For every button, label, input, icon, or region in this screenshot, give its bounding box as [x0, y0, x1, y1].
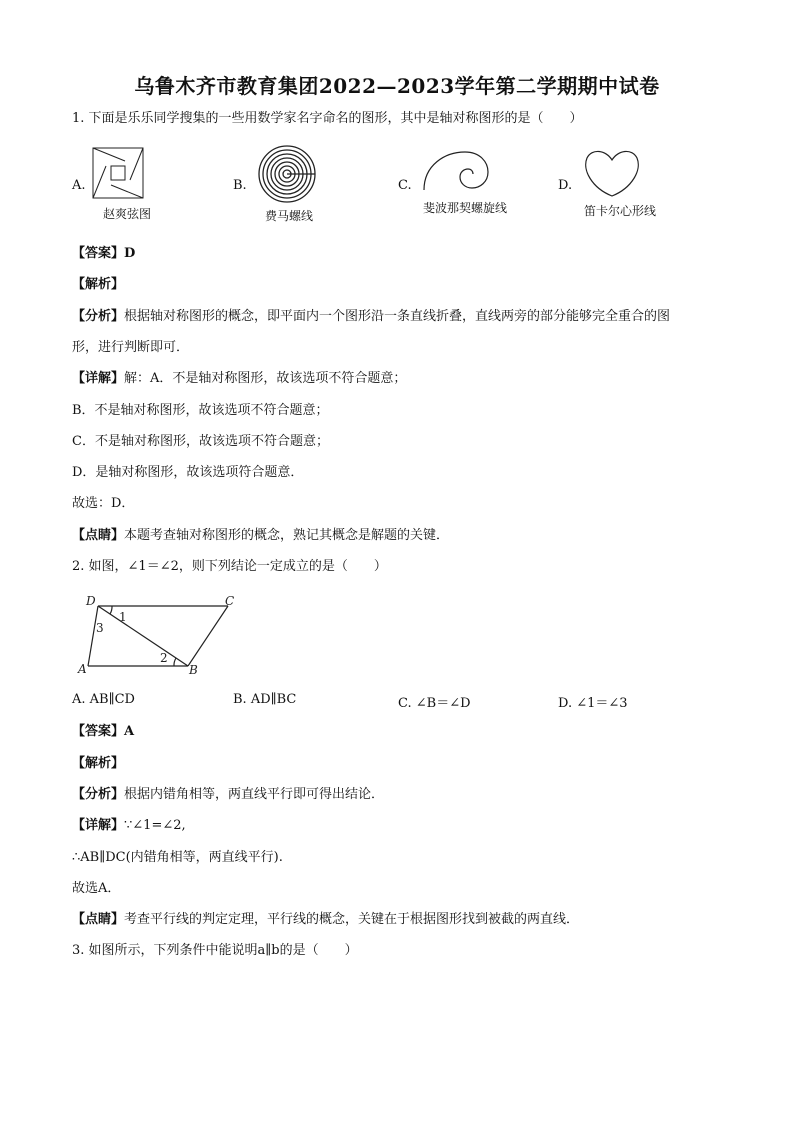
q2-option-b: B. AD∥BC [233, 692, 297, 707]
q1-guxuan: 故选：D． [72, 496, 135, 511]
q1-option-d-letter: D. [558, 178, 573, 193]
q1-stem: 1. 下面是乐乐同学搜集的一些用数学家名字命名的图形，其中是轴对称图形的是（ ） [72, 111, 583, 126]
q1-option-b-caption: 费马螺线 [264, 209, 313, 223]
q2-fenxi: 【分析】根据内错角相等，两直线平行即可得出结论． [72, 787, 385, 802]
fibonacci-spiral-icon [420, 150, 492, 194]
q3-stem: 3. 如图所示，下列条件中能说明a∥b的是（ ） [72, 943, 358, 958]
cardioid-icon [584, 148, 640, 198]
q2-answer: 【答案】A [72, 724, 135, 739]
q2-stem: 2. 如图，∠1＝∠2，则下列结论一定成立的是（ ） [72, 559, 387, 574]
q1-fenxi: 【分析】根据轴对称图形的概念，即平面内一个图形沿一条直线折叠，直线两旁的部分能够完全重合的图 [72, 309, 671, 324]
side-da [88, 606, 98, 666]
q2-option-a: A. AB∥CD [72, 692, 135, 707]
q1-fenxi-cont: 形，进行判断即可． [72, 340, 190, 355]
q1-option-a-letter: A. [72, 178, 86, 193]
q1-detail-b: B．不是轴对称图形，故该选项不符合题意； [72, 403, 329, 418]
zhao-shuang-diagram-icon [92, 147, 154, 199]
q1-option-d-caption: 笛卡尔心形线 [583, 204, 656, 218]
q2-dianjing: 【点睛】考查平行线的判定定理，平行线的概念，关键在于根据图形找到被截的两直线． [72, 912, 580, 927]
q2-jiexi: 【解析】 [72, 756, 125, 771]
label-b: B [189, 663, 198, 677]
q2-option-d: D. ∠1＝∠3 [558, 696, 628, 711]
label-c: C [225, 594, 235, 608]
q1-xiangjie: 【详解】解：A．不是轴对称图形，故该选项不符合题意； [72, 371, 407, 386]
q1-dianjing: 【点睛】本题考查轴对称图形的概念，熟记其概念是解题的关键． [72, 528, 450, 543]
page-title: 乌鲁木齐市教育集团2022—2023学年第二学期期中试卷 [134, 74, 660, 98]
q2-therefore: ∴AB∥DC(内错角相等，两直线平行). [72, 850, 283, 865]
label-d: D [86, 594, 96, 608]
q1-option-c-caption: 斐波那契螺旋线 [422, 201, 507, 215]
q1-option-c-letter: C. [398, 178, 412, 193]
q2-option-c: C. ∠B＝∠D [398, 696, 471, 711]
q1-jiexi: 【解析】 [72, 277, 125, 292]
parallelogram-figure [78, 594, 248, 676]
q1-detail-c: C．不是轴对称图形，故该选项不符合题意； [72, 434, 329, 449]
q1-option-b-letter: B. [233, 178, 247, 193]
q2-guxuan: 故选A． [72, 881, 121, 896]
fermat-spiral-icon [257, 144, 317, 204]
q1-detail-d: D．是轴对称图形，故该选项符合题意． [72, 465, 304, 480]
label-angle-2: 2 [160, 651, 168, 665]
q1-option-a-caption: 赵爽弦图 [102, 207, 151, 221]
label-angle-3: 3 [96, 621, 104, 635]
label-a: A [78, 662, 87, 676]
q2-xiangjie: 【详解】∵∠1=∠2, [72, 818, 186, 833]
label-angle-1: 1 [119, 610, 127, 624]
q1-answer: 【答案】D [72, 246, 136, 261]
